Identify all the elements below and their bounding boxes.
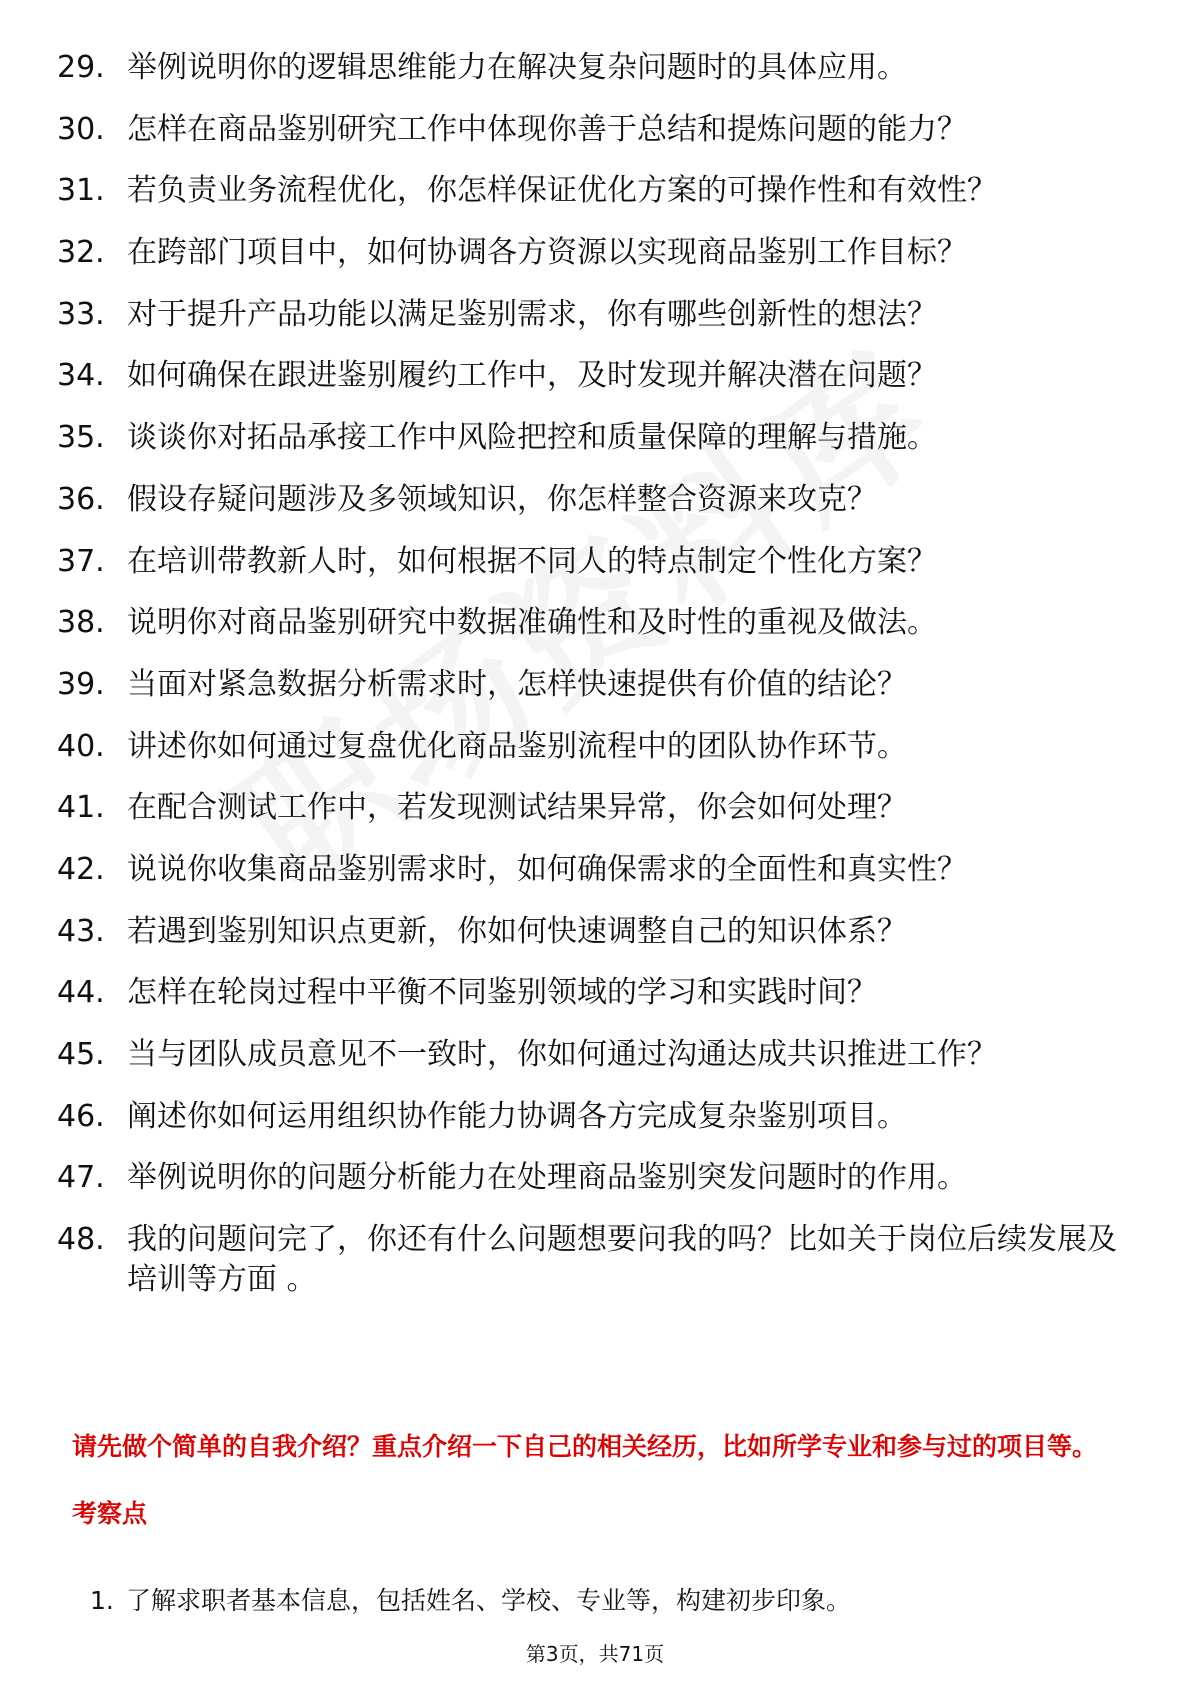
question-item bbox=[0, 171, 1190, 211]
question-number: 38. bbox=[57, 605, 105, 641]
question-item bbox=[0, 295, 1190, 335]
question-text: 讲述你如何通过复盘优化商品鉴别流程中的团队协作环节。 bbox=[127, 728, 907, 764]
question-number: 46. bbox=[57, 1098, 105, 1134]
question-item bbox=[0, 1035, 1190, 1075]
question-item bbox=[0, 1220, 1190, 1300]
question-item bbox=[0, 480, 1190, 520]
section-title: 考察点 bbox=[72, 1499, 148, 1528]
question-number: 41. bbox=[57, 790, 105, 826]
question-list bbox=[0, 48, 1190, 1322]
point-number: 1. bbox=[90, 1586, 114, 1615]
question-item bbox=[0, 603, 1190, 643]
question-item bbox=[0, 665, 1190, 705]
question-item bbox=[0, 727, 1190, 767]
question-item bbox=[0, 788, 1190, 828]
question-number: 30. bbox=[57, 111, 105, 147]
question-item bbox=[0, 1097, 1190, 1137]
question-number: 29. bbox=[57, 50, 105, 85]
question-item bbox=[0, 850, 1190, 890]
question-text: 怎样在轮岗过程中平衡不同鉴别领域的学习和实践时间？ bbox=[127, 975, 877, 1011]
question-number: 34. bbox=[57, 358, 105, 394]
question-text: 假设存疑问题涉及多领域知识，你怎样整合资源来攻克？ bbox=[127, 481, 877, 517]
question-text: 怎样在商品鉴别研究工作中体现你善于总结和提炼问题的能力？ bbox=[127, 111, 967, 147]
question-item bbox=[0, 973, 1190, 1013]
question-number: 48. bbox=[57, 1222, 105, 1258]
question-item bbox=[0, 418, 1190, 458]
question-text: 阐述你如何运用组织协作能力协调各方完成复杂鉴别项目。 bbox=[127, 1098, 907, 1134]
question-number: 37. bbox=[57, 543, 105, 579]
question-text: 当与团队成员意见不一致时，你如何通过沟通达成共识推进工作？ bbox=[127, 1037, 997, 1072]
question-item bbox=[0, 912, 1190, 952]
question-number: 42. bbox=[57, 851, 105, 887]
question-number: 33. bbox=[57, 296, 105, 332]
question-item bbox=[0, 356, 1190, 396]
page-footer: 第3页，共71页 bbox=[525, 1642, 665, 1666]
question-text: 对于提升产品功能以满足鉴别需求，你有哪些创新性的想法？ bbox=[127, 296, 937, 332]
point-text: 了解求职者基本信息，包括姓名、学校、专业等，构建初步印象。 bbox=[126, 1586, 852, 1615]
question-number: 43. bbox=[57, 913, 105, 949]
question-text: 举例说明你的问题分析能力在处理商品鉴别突发问题时的作用。 bbox=[127, 1160, 967, 1196]
question-number: 32. bbox=[57, 235, 105, 271]
question-item bbox=[0, 110, 1190, 150]
question-number: 47. bbox=[57, 1160, 105, 1196]
question-text: 若遇到鉴别知识点更新，你如何快速调整自己的知识体系？ bbox=[127, 913, 907, 949]
question-text: 我的问题问完了，你还有什么问题想要问我的吗？比如关于岗位后续发展及培训等方面 。 bbox=[127, 1222, 1117, 1298]
question-number: 40. bbox=[57, 728, 105, 764]
question-number: 45. bbox=[57, 1037, 105, 1072]
question-text: 若负责业务流程优化，你怎样保证优化方案的可操作性和有效性？ bbox=[127, 173, 997, 209]
question-number: 39. bbox=[57, 666, 105, 702]
question-text: 如何确保在跟进鉴别履约工作中，及时发现并解决潜在问题？ bbox=[127, 358, 937, 394]
question-text: 在培训带教新人时，如何根据不同人的特点制定个性化方案？ bbox=[127, 543, 937, 579]
question-item bbox=[0, 233, 1190, 273]
question-text: 说说你收集商品鉴别需求时，如何确保需求的全面性和真实性？ bbox=[127, 851, 967, 887]
question-text: 在配合测试工作中，若发现测试结果异常，你会如何处理？ bbox=[127, 790, 907, 826]
highlight-section bbox=[72, 1428, 1132, 1532]
question-text: 说明你对商品鉴别研究中数据准确性和及时性的重视及做法。 bbox=[127, 605, 937, 641]
question-text: 谈谈你对拓品承接工作中风险把控和质量保障的理解与措施。 bbox=[127, 420, 937, 456]
question-number: 31. bbox=[57, 173, 105, 209]
question-number: 36. bbox=[57, 481, 105, 517]
question-text: 当面对紧急数据分析需求时，怎样快速提供有价值的结论？ bbox=[127, 666, 907, 702]
question-item bbox=[0, 48, 1190, 88]
highlight-question: 请先做个简单的自我介绍？重点介绍一下自己的相关经历，比如所学专业和参与过的项目等。 bbox=[72, 1432, 1098, 1461]
question-number: 44. bbox=[57, 975, 105, 1011]
point-item bbox=[90, 1584, 851, 1618]
question-item bbox=[0, 1158, 1190, 1198]
question-number: 35. bbox=[57, 420, 105, 456]
question-text: 在跨部门项目中，如何协调各方资源以实现商品鉴别工作目标？ bbox=[127, 235, 967, 271]
question-text: 举例说明你的逻辑思维能力在解决复杂问题时的具体应用。 bbox=[127, 50, 907, 85]
question-item bbox=[0, 542, 1190, 582]
